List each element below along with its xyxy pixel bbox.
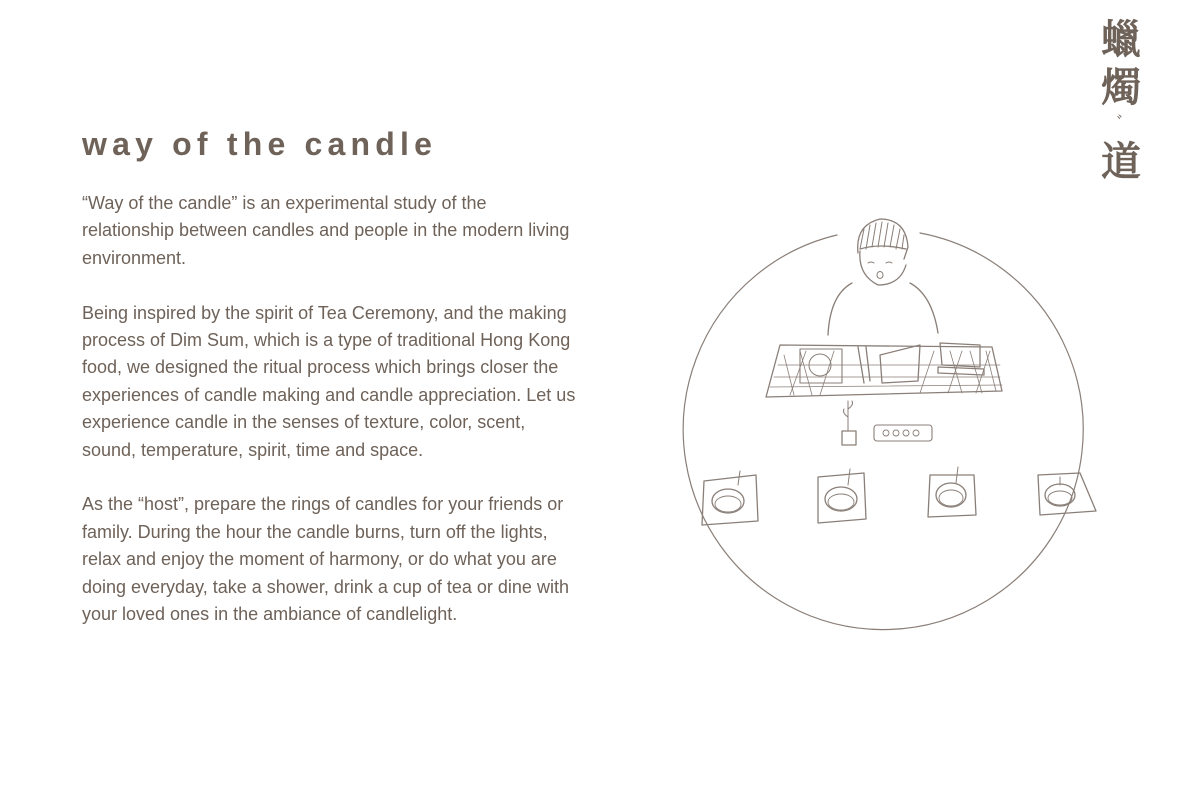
vase-and-dish [842,401,932,445]
candle-plate-1 [702,471,758,525]
title-char-4: 道 [1101,139,1141,185]
title-char-1: 蠟 [1101,17,1141,63]
vertical-chinese-title [1098,16,1144,186]
tray-mat [766,343,1002,397]
paragraph-inspiration: Being inspired by the spirit of Tea Ceremony, and the making process of Dim Sum, which is a type of traditional Hong Kong food, we designed the ritual process which brings closer the experiences of candle making and candle appreciation. Let us experience candle in the senses of texture, color, scent, sound, temperature, spirit, time and space. [82,302,576,460]
title-char-3: ﾞ [1116,114,1126,135]
candle-plate-2 [818,469,866,523]
candle-ritual-illustration [680,205,1110,645]
host-figure [828,219,938,335]
paragraph-intro: “Way of the candle” is an experimental study of the relationship between candles and people in the modern living environment. [82,193,570,268]
description [82,190,582,656]
title-char-2: 燭 [1101,65,1141,111]
candle-plate-3 [928,467,976,517]
page-title: way of the candle [82,126,438,162]
paragraph-host: As the “host”, prepare the rings of candles for your friends or family. During the hour the candle burns, turn off the lights, relax and enjoy the moment of harmony, or do what you are doing everyday, take a shower, drink a cup of tea or dine with your loved ones in the ambiance of candlelight. [82,494,569,625]
